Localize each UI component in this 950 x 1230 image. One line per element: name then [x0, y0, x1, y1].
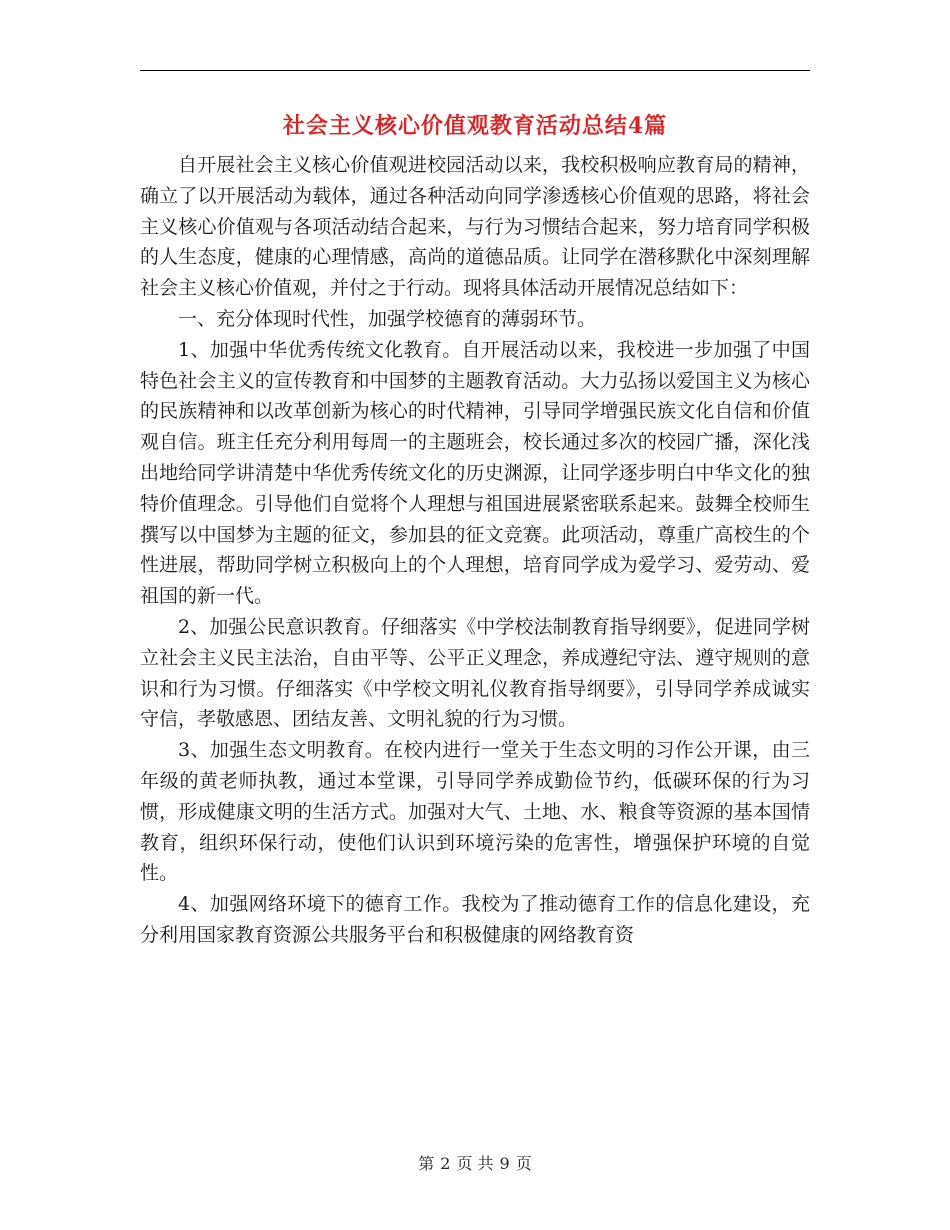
paragraph-intro: 自开展社会主义核心价值观进校园活动以来，我校积极响应教育局的精神，确立了以开展活动为载体，通过各种活动向同学渗透核心价值观的思路，将社会主义核心价值观与各项活动结合起来，与行为习惯结合起来，努力培育同学积极的人生态度，健康的心理情感，高尚的道德品质。让同学在潜移默化中深刻理解社会主义核心价值观，并付之于行动。现将具体活动开展情况总结如下：: [140, 154, 810, 300]
page-current: 2: [440, 1154, 451, 1173]
page-prefix: 第: [418, 1154, 435, 1173]
paragraph-item-2: 2、加强公民意识教育。仔细落实《中学校法制教育指导纲要》，促进同学树立社会主义民主法治，自由平等、公平正义理念，养成遵纪守法、遵守规则的意识和行为习惯。仔细落实《中学校文明礼仪教育指导纲要》，引导同学养成诚实守信，孝敬感恩、团结友善、文明礼貌的行为习惯。: [140, 615, 810, 731]
paragraph-item-4: 4、加强网络环境下的德育工作。我校为了推动德育工作的信息化建设，充分利用国家教育资源公共服务平台和积极健康的网络教育资: [140, 893, 810, 946]
document-body: [140, 150, 810, 951]
paragraph-section-heading: 一、充分体现时代性，加强学校德育的薄弱环节。: [178, 307, 597, 330]
page-footer: [0, 1152, 950, 1176]
paragraph-item-3: 3、加强生态文明教育。在校内进行一堂关于生态文明的习作公开课，由三年级的黄老师执教，通过本堂课，引导同学养成勤俭节约，低碳环保的行为习惯，形成健康文明的生活方式。加强对大气、土地、水、粮食等资源的基本国情教育，组织环保行动，使他们认识到环境污染的危害性，增强保护环境的自觉性。: [140, 739, 810, 885]
page-mid: 页 共: [456, 1154, 494, 1173]
page-suffix: 页: [515, 1154, 532, 1173]
header-rule: [140, 70, 810, 71]
paragraph-item-1: 1、加强中华优秀传统文化教育。自开展活动以来，我校进一步加强了中国特色社会主义的宣传教育和中国梦的主题教育活动。大力弘扬以爱国主义为核心的民族精神和以改革创新为核心的时代精神，引导同学增强民族文化自信和价值观自信。班主任充分利用每周一的主题班会，校长通过多次的校园广播，深化浅出地给同学讲清楚中华优秀传统文化的历史渊源，让同学逐步明白中华文化的独特价值理念。引导他们自觉将个人理想与祖国进展紧密联系起来。鼓舞全校师生撰写以中国梦为主题的征文，参加县的征文竞赛。此项活动，尊重广高校生的个性进展，帮助同学树立积极向上的个人理想，培育同学成为爱学习、爱劳动、爱祖国的新一代。: [140, 338, 810, 608]
page-total: 9: [499, 1154, 510, 1173]
document-title: 社会主义核心价值观教育活动总结4篇: [282, 113, 668, 139]
